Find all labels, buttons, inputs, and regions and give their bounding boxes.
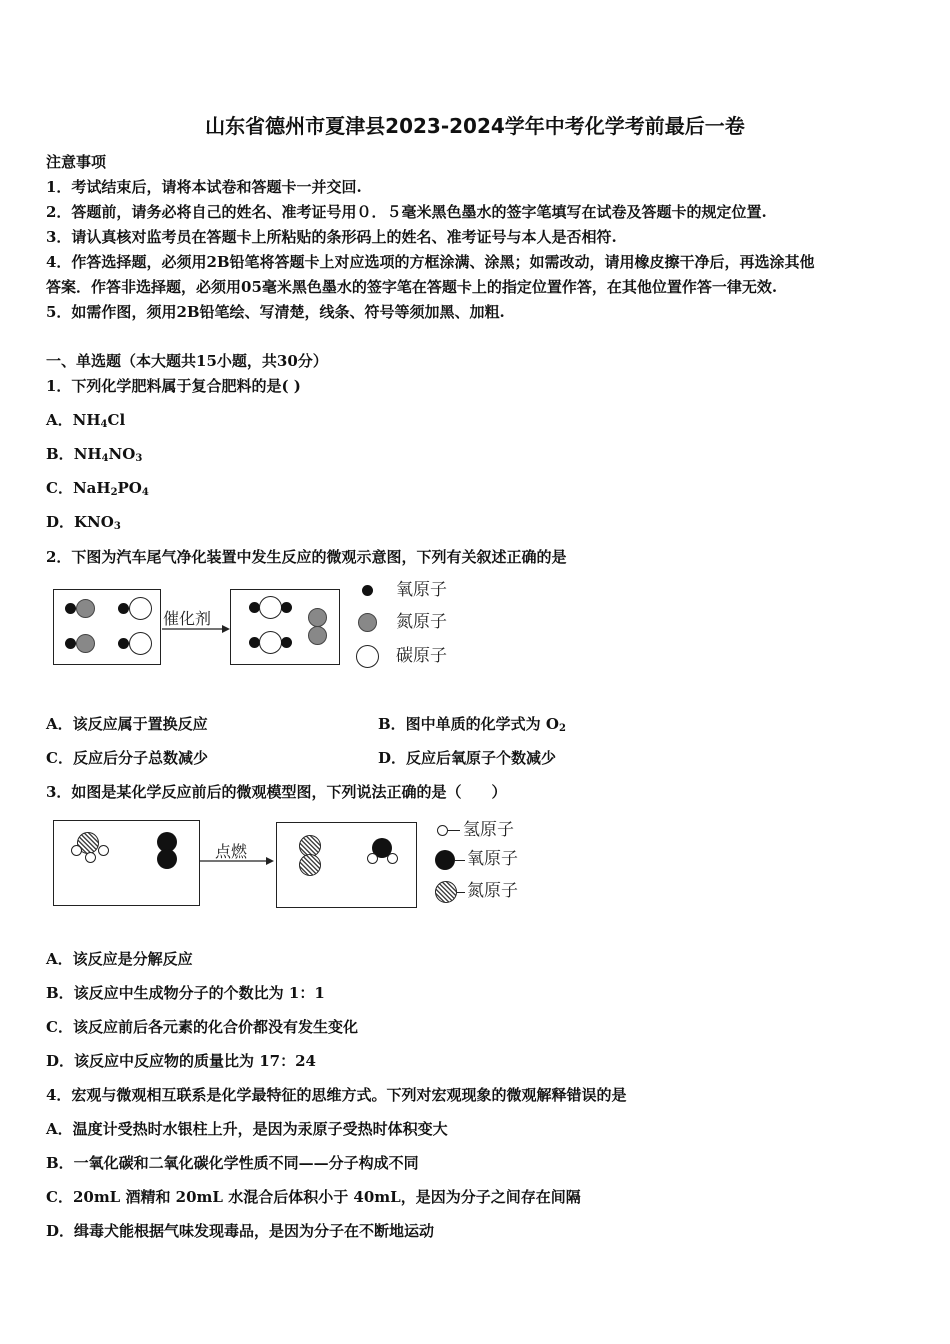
legend-nitrogen-icon: [358, 613, 377, 632]
notice-line: 1．考试结束后，请将本试卷和答题卡一并交回.: [46, 178, 362, 196]
ignite-label: 点燃: [215, 842, 248, 861]
question-1-stem: 1．下列化学肥料属于复合肥料的是( ): [46, 377, 301, 395]
hydrogen-atom: [71, 845, 82, 856]
carbon-atom: [259, 596, 282, 619]
nitrogen-atom: [308, 626, 327, 645]
legend-leader-line: [455, 860, 465, 861]
oxygen-atom: [281, 602, 292, 613]
question-3-stem: 3．如图是某化学反应前后的微观模型图，下列说法正确的是（ ）: [46, 783, 507, 801]
legend-leader-line: [448, 830, 460, 831]
legend-hydrogen-label: 氢原子: [463, 820, 514, 840]
q2-option-a: A．该反应属于置换反应: [46, 715, 208, 733]
nitrogen-atom: [299, 854, 321, 876]
q2-option-c: C．反应后分子总数减少: [46, 749, 208, 767]
oxygen-atom: [65, 603, 76, 614]
legend-leader-line: [457, 892, 465, 893]
q3-option-b: B．该反应中生成物分子的个数比为 1：1: [46, 984, 325, 1002]
q3-option-c: C．该反应前后各元素的化合价都没有发生变化: [46, 1018, 358, 1036]
oxygen-atom: [118, 603, 129, 614]
legend-carbon-icon: [356, 645, 379, 668]
oxygen-atom: [281, 637, 292, 648]
legend-oxygen-icon: [435, 850, 455, 870]
notice-heading: 注意事项: [46, 153, 107, 171]
nitrogen-atom: [76, 634, 95, 653]
q4-option-a: A．温度计受热时水银柱上升，是因为汞原子受热时体积变大: [46, 1120, 448, 1138]
legend-oxygen-label: 氧原子: [467, 849, 518, 869]
legend-oxygen-icon: [362, 585, 373, 596]
hydrogen-atom: [367, 853, 378, 864]
reaction-arrow: [198, 854, 276, 868]
carbon-atom: [259, 631, 282, 654]
notice-line: 3．请认真核对监考员在答题卡上所粘贴的条形码上的姓名、准考证号与本人是否相符.: [46, 228, 617, 246]
q1-option-b: B．$NH_4NO_3$: [46, 445, 143, 464]
q2-option-d: D．反应后氧原子个数减少: [378, 749, 557, 767]
legend-oxygen-label: 氧原子: [396, 580, 447, 600]
q1-option-a: A．$NH_4Cl$: [46, 411, 126, 430]
oxygen-atom: [65, 638, 76, 649]
oxygen-atom: [157, 849, 177, 869]
q3-reactants-box: [53, 820, 200, 906]
section-heading: 一、单选题（本大题共15小题，共30分）: [46, 352, 328, 370]
legend-nitrogen-icon: [435, 881, 457, 903]
question-2-stem: 2．下图为汽车尾气净化装置中发生反应的微观示意图，下列有关叙述正确的是: [46, 548, 567, 566]
question-4-stem: 4．宏观与微观相互联系是化学最特征的思维方式。下列对宏观现象的微观解释错误的是: [46, 1086, 627, 1104]
q3-products-box: [276, 822, 417, 908]
oxygen-atom: [118, 638, 129, 649]
hydrogen-atom: [85, 852, 96, 863]
catalyst-label: 催化剂: [163, 609, 212, 628]
legend-carbon-label: 碳原子: [396, 646, 447, 666]
q4-option-d: D．缉毒犬能根据气味发现毒品，是因为分子在不断地运动: [46, 1222, 435, 1240]
carbon-atom: [129, 632, 152, 655]
q3-option-a: A．该反应是分解反应: [46, 950, 193, 968]
q2-option-b: B．图中单质的化学式为 $O_2$: [378, 715, 566, 734]
legend-hydrogen-icon: [437, 825, 448, 836]
nitrogen-atom: [308, 608, 327, 627]
notice-line: 5．如需作图，须用2B铅笔绘、写清楚，线条、符号等须加黑、加粗.: [46, 303, 505, 321]
reaction-arrow: [160, 622, 232, 636]
legend-nitrogen-label: 氮原子: [396, 612, 447, 632]
notice-line: 4．作答选择题，必须用2B铅笔将答题卡上对应选项的方框涂满、涂黑；如需改动，请用橡皮擦干净后，再选涂其他: [46, 253, 815, 271]
q4-option-b: B．一氧化碳和二氧化碳化学性质不同——分子构成不同: [46, 1154, 419, 1172]
notice-line: 2．答题前，请务必将自己的姓名、准考证号用０．５毫米黑色墨水的签字笔填写在试卷及答题卡的规定位置.: [46, 203, 767, 221]
q2-products-box: [230, 589, 340, 665]
legend-nitrogen-label: 氮原子: [467, 881, 518, 901]
q3-option-d: D．该反应中反应物的质量比为 17：24: [46, 1052, 316, 1070]
hydrogen-atom: [387, 853, 398, 864]
q1-option-d: D．$KNO_3$: [46, 513, 121, 532]
carbon-atom: [129, 597, 152, 620]
nitrogen-atom: [76, 599, 95, 618]
page-title: 山东省德州市夏津县2023-2024学年中考化学考前最后一卷: [205, 114, 745, 138]
q4-option-c: C．20mL 酒精和 20mL 水混合后体积小于 40mL，是因为分子之间存在间隔: [46, 1188, 581, 1206]
hydrogen-atom: [98, 845, 109, 856]
q1-option-c: C．$NaH_2PO_4$: [46, 479, 149, 498]
notice-line: 答案．作答非选择题，必须用05毫米黑色墨水的签字笔在答题卡上的指定位置作答，在其他位置作答一律无效.: [46, 278, 778, 296]
